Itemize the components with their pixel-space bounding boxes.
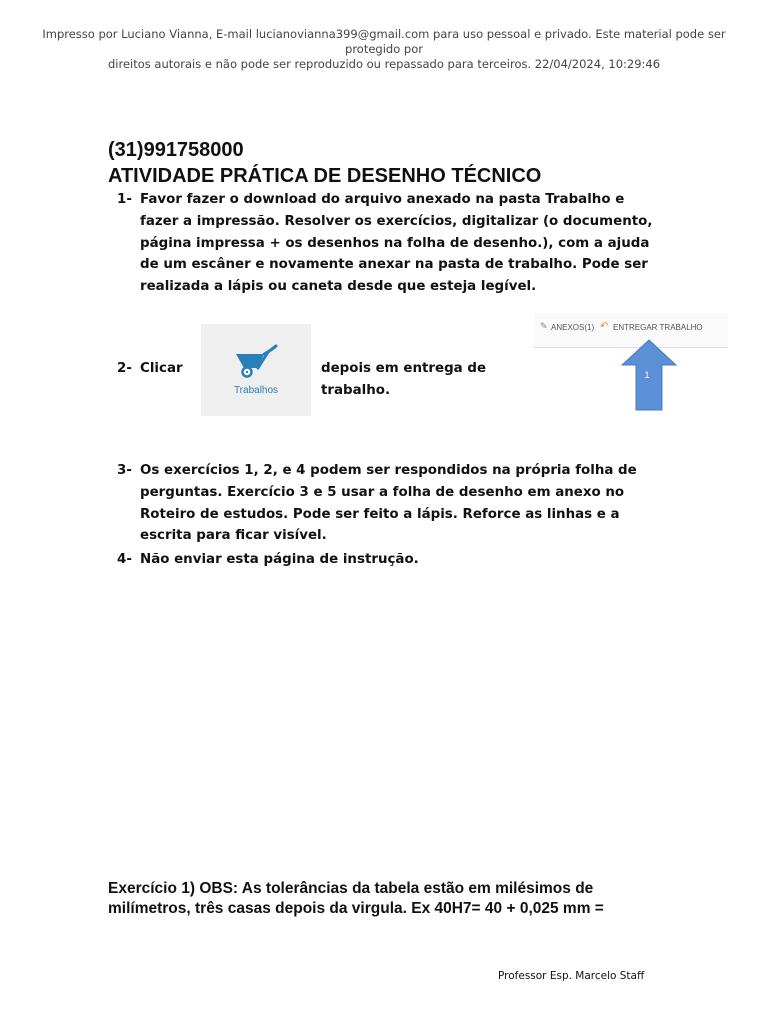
instruction-number: 3- [117, 463, 132, 478]
exercise-1-heading: Exercício 1) OBS: As tolerâncias da tabela estão em milésimos de milímetros, três casas depois da virgula. Ex 40H7= 40 + 0,025 mm = [108, 880, 604, 917]
watermark-line-2: direitos autorais e não pode ser reproduzido ou repassado para terceiros. 22/04/2024, 10:29:46 [107, 57, 661, 71]
instruction-text-after: depois em entrega de trabalho. [321, 361, 487, 398]
instruction-text: Não enviar esta página de instrução. [140, 552, 419, 567]
instruction-text: Favor fazer o download do arquivo anexado na pasta Trabalho e fazer a impressão. Resolver os exercícios, digitalizar (o documento, página impressa + os desenhos na folha de desenho.), com a ajuda de um escâner e novamente anexar na pasta de trabalho. Pode ser realizada a lápis ou caneta desde que esteja legível. [140, 192, 653, 295]
instruction-number: 2- [117, 361, 132, 376]
footer-author: Professor Esp. Marcelo Staff [498, 970, 645, 982]
instruction-number: 4- [117, 552, 132, 567]
page-title: ATIVIDADE PRÁTICA DE DESENHO TÉCNICO [108, 165, 542, 187]
anexos-link[interactable]: ANEXOS(1) [551, 323, 595, 332]
trabalhos-tile[interactable] [201, 324, 311, 416]
paperclip-icon: ✎ [540, 322, 548, 332]
trabalhos-label: Trabalhos [233, 385, 279, 396]
entregar-trabalho-button[interactable]: ENTREGAR TRABALHO [613, 323, 703, 332]
instruction-text-before: Clicar [140, 361, 183, 376]
reply-arrow-icon: ↶ [600, 321, 609, 332]
phone-number: (31)991758000 [108, 139, 244, 161]
wheelbarrow-icon [234, 344, 278, 378]
watermark-line-1: Impresso por Luciano Vianna, E-mail lucianovianna399@gmail.com para uso pessoal e privado. Este material pode ser protegido por [42, 27, 726, 56]
instruction-number: 1- [117, 192, 132, 207]
print-watermark [20, 27, 748, 72]
instruction-text: Os exercícios 1, 2, e 4 podem ser respondidos na própria folha de perguntas. Exercício 3 e 5 usar a folha de desenho em anexo no Roteiro de estudos. Pode ser feito a lápis. Reforce as linhas e a escrita para ficar visível. [140, 463, 637, 544]
arrow-label: 1 [644, 370, 650, 380]
